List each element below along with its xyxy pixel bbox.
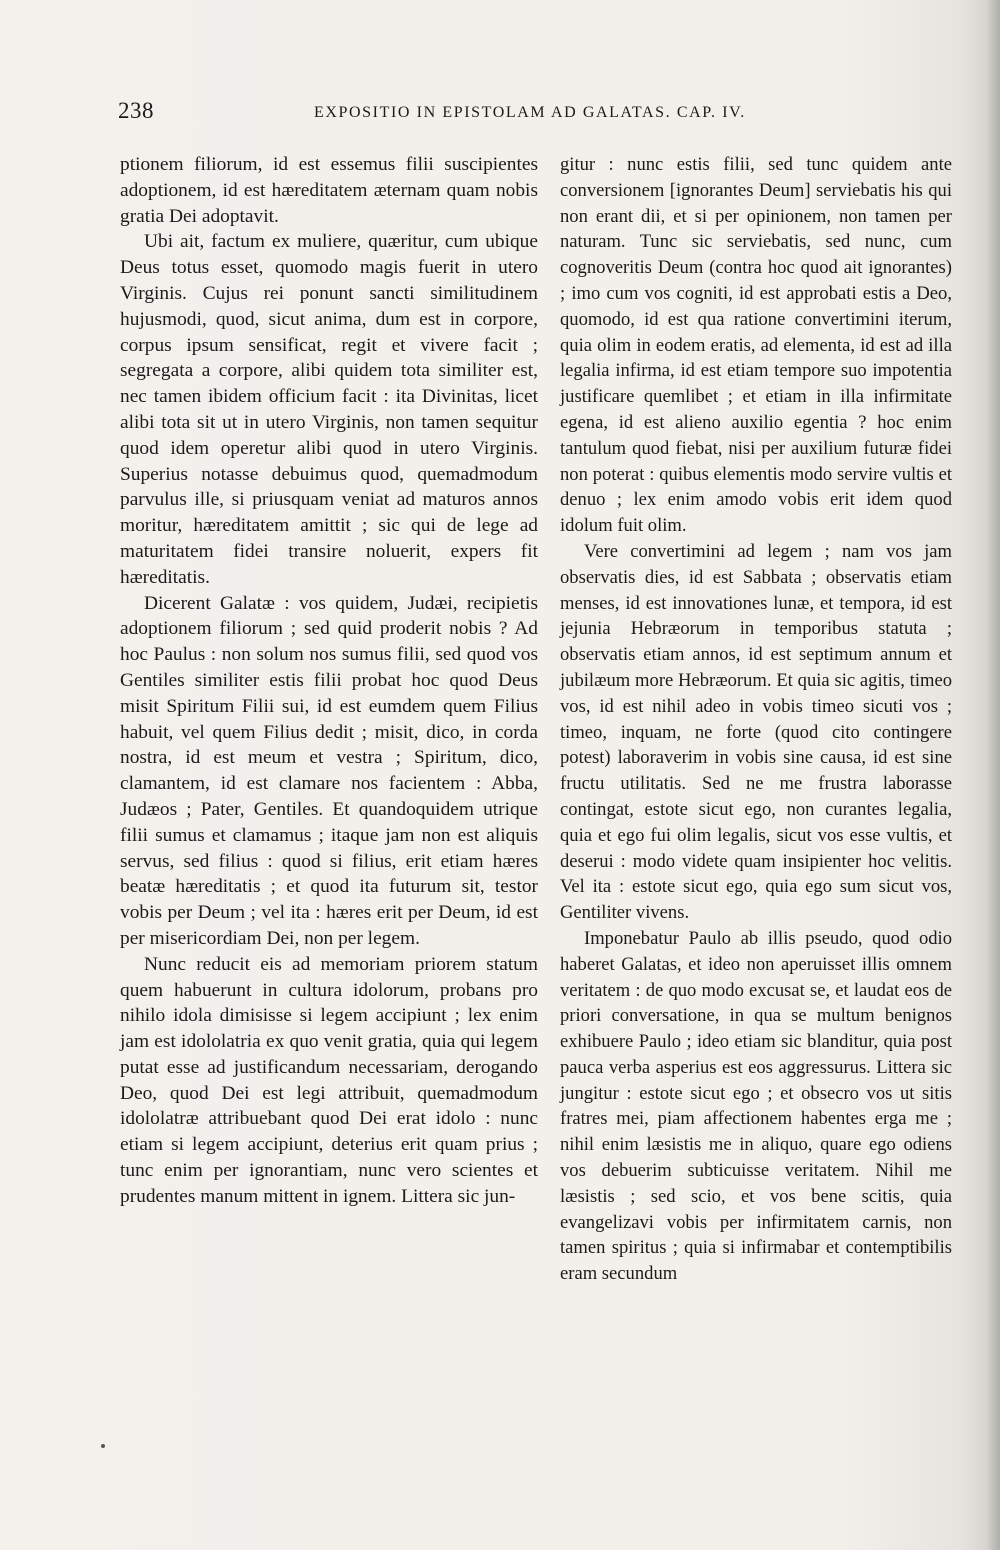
right-text-column — [560, 152, 952, 1287]
page-number: 238 — [118, 98, 154, 123]
ink-speck — [101, 1444, 105, 1448]
paragraph: Ubi ait, factum ex muliere, quæritur, cum ubique Deus totus esset, quomodo magis fuerit in utero Virginis. Cujus rei ponunt sancti similitudinem hujusmodi, quod, sicut anima, dum est in corpore, corpus ipsum sensificat, regit et vivere facit ; segregata a corpore, alibi quidem tota similiter est, nec tamen ibidem officium facit : ita Divinitas, licet alibi tota sit ut in utero Virginis, non tamen sequitur quod idem operetur alibi quod in utero Virginis. Superius notasse debuimus quod, quemadmodum parvulus ille, si priusquam veniat ad maturos annos moritur, hæreditatem amittit ; sic qui de lege ad maturitatem fidei transire noluerit, expers fit hæreditatis. — [120, 231, 538, 588]
paragraph: Dicerent Galatæ : vos quidem, Judæi, recipietis adoptionem filiorum ; sed quid proderit nobis ? Ad hoc Paulus : non solum nos sumus filii, sed quod vos Gentiles similiter estis filii probat hoc quod Deus misit Spiritum Filii sui, id est eumdem quem Filius habuit, vel quem Filius dedit ; misit, dico, in corda nostra, id est meum et vestra ; Spiritum, dico, clamantem, id est clamare nos facientem : Abba, Judæos ; Pater, Gentiles. Et quandoquidem utrique filii sumus et clamamus ; itaque jam non est aliquis servus, sed filius : quod si filius, erit etiam hæres beatæ hæreditatis ; et quod ita futurum sit, testor vobis per Deum ; vel ita : hæres erit per Deum, id est per misericordiam Dei, non per legem. — [120, 592, 538, 949]
paragraph: gitur : nunc estis filii, sed tunc quidem ante conversionem [ignorantes Deum] serviebatis his qui non erant dii, et si per opinionem, non tamen per naturam. Tunc sic serviebatis, sed nunc, cum cognoveritis Deum (contra hoc quod ait ignorantes) ; imo cum vos cogniti, id est approbati estis a Deo, quomodo, id est qua ratione convertimini iterum, quia olim in eodem eratis, ad elementa, id est ad illa legalia infirma, id est etiam tempore suo impotentia justificare quemlibet ; et etiam in illa infirmitate egena, id est alieno auxilio egentia ? hoc enim tantulum quod fiebat, nisi per auxilium futuræ fidei non poterat : quibus elementis modo servire vultis et denuo ; lex enim amodo vobis erit idem quod idolum fuit olim. — [560, 154, 952, 537]
paragraph: Imponebatur Paulo ab illis pseudo, quod odio haberet Galatas, et ideo non aperuisset illis omnem veritatem : de quo modo excusat se, et laudat eos de priori conversatione, in qua se multum benignos exhibuere Paulo ; ideo etiam sic blanditur, quia post pauca verba asperius est eos aggressurus. Littera sic jungitur : estote sicut ego ; et obsecro vos ut sitis fratres mei, piam affectionem habentes erga me ; nihil enim læsistis me in aliquo, quare ego odiens vos debuerim subticuisse veritatem. Nihil me læsistis ; sed scio, et vos bene scitis, quia evangelizavi vobis per infirmitatem carnis, non tamen spiritus ; quia si infirmabar et contemptibilis eram secundum — [560, 927, 952, 1285]
page-edge-shadow — [986, 0, 1000, 1550]
left-text-column — [120, 152, 538, 1210]
paragraph: Nunc reducit eis ad memoriam priorem statum quem habuerunt in cultura idolorum, probans pro nihilo idola dimisisse si legem accipiunt ; lex enim jam est idololatria ex quo venit gratia, quia qui legem putat esse ad justificandum necessariam, derogando Deo, quod Dei est legi attribuit, quemadmodum idololatræ attribuebant quod Dei erat idolo : nunc etiam si legem accipiunt, deterius erit quam prius ; tunc enim per ignorantiam, nunc vero scientes et prudentes manum mittent in ignem. Littera sic jun- — [120, 953, 538, 1207]
paragraph: Vere convertimini ad legem ; nam vos jam observatis dies, id est Sabbata ; observatis etiam menses, id est innovationes lunæ, et tempora, id est jejunia Hebræorum in temporibus statuta ; observatis etiam annos, id est septimum annum et jubilæum more Hebræorum. Et quia sic agitis, timeo vos, id est nihil adeo in vobis timeo sicuti vos ; timeo, inquam, ne forte (quod cito contingere potest) laboraverim in vobis sine causa, id est sine fructu utilitatis. Sed ne me frustra laborasse contingat, estote sicut ego, non curantes legalia, quia et ego fui olim legalis, sicut vos esse vultis, et deserui : modo videte quam insipienter hoc velitis. Vel ita : estote sicut ego, quia ego sum sicut vos, Gentiliter vivens. — [560, 540, 952, 924]
running-title: EXPOSITIO IN EPISTOLAM AD GALATAS. CAP. IV. — [314, 104, 746, 121]
paragraph: ptionem filiorum, id est essemus filii suscipientes adoptionem, id est hæreditatem æternam quam nobis gratia Dei adoptavit. — [120, 154, 538, 227]
page-header — [118, 98, 948, 134]
